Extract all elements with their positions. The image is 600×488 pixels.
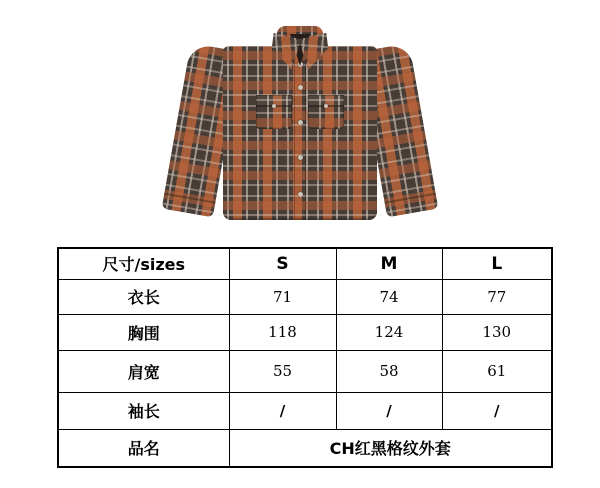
cell-value: 130 [442, 314, 552, 350]
shirt-button [298, 192, 303, 197]
cell-value: 77 [442, 279, 552, 314]
size-table [57, 247, 553, 468]
cell-value: 58 [336, 350, 442, 392]
row-garment-length [58, 279, 552, 314]
cell-value: 55 [229, 350, 336, 392]
row-shoulder [58, 350, 552, 392]
shirt-button [298, 155, 303, 160]
cell-value: 71 [229, 279, 336, 314]
shirt-button [298, 120, 303, 125]
shirt-button [298, 85, 303, 90]
cell-value: 74 [336, 279, 442, 314]
pocket-button [272, 104, 276, 108]
shirt-right-pocket [308, 95, 344, 129]
row-label: 胸围 [58, 314, 229, 350]
product-name-value: CH红黑格纹外套 [229, 429, 552, 467]
cell-value: / [229, 392, 336, 429]
row-sleeve-length [58, 392, 552, 429]
shirt-body [223, 46, 377, 220]
cell-value: / [442, 392, 552, 429]
pocket-button [324, 104, 328, 108]
row-label: 衣长 [58, 279, 229, 314]
shirt-left-pocket [256, 95, 292, 129]
header-size-s: S [229, 248, 336, 279]
header-size-l: L [442, 248, 552, 279]
size-table-header-row [58, 248, 552, 279]
row-label: 袖长 [58, 392, 229, 429]
cell-value: / [336, 392, 442, 429]
row-label: 肩宽 [58, 350, 229, 392]
row-product-name [58, 429, 552, 467]
header-size-label: 尺寸/sizes [58, 248, 229, 279]
row-chest [58, 314, 552, 350]
cell-value: 124 [336, 314, 442, 350]
cell-value: 61 [442, 350, 552, 392]
cell-value: 118 [229, 314, 336, 350]
product-photo [178, 24, 422, 236]
row-label: 品名 [58, 429, 229, 467]
header-size-m: M [336, 248, 442, 279]
